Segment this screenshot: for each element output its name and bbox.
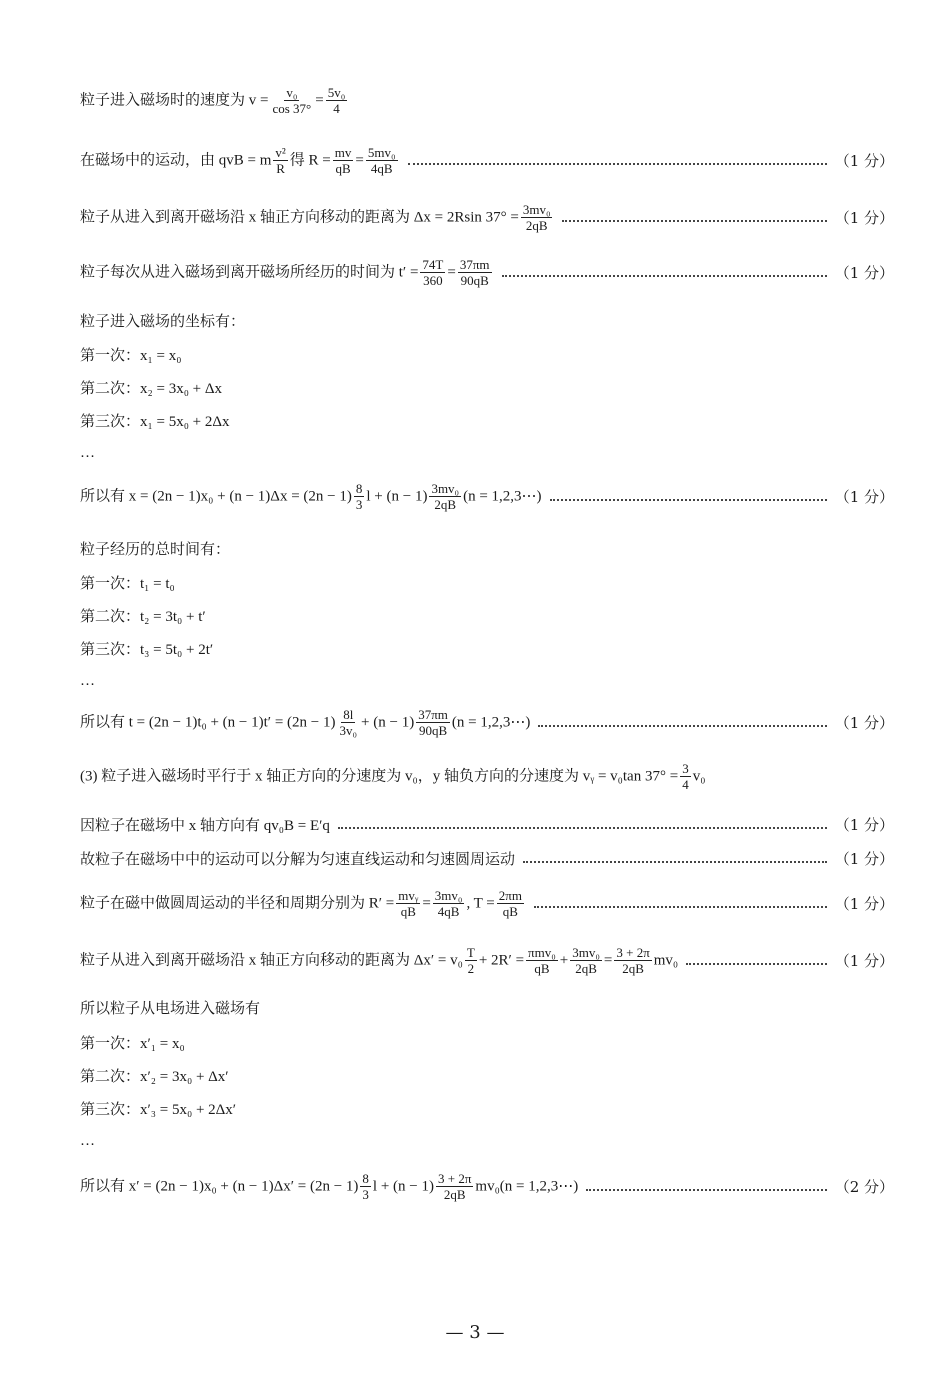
- line-text: [80, 997, 260, 1018]
- solution-line: [80, 144, 894, 176]
- solution-line: [80, 706, 894, 738]
- score-mark: （1 分）: [834, 951, 894, 970]
- fraction-denominator: 360: [423, 272, 443, 288]
- fraction: [433, 888, 465, 919]
- solution-line: [80, 808, 894, 840]
- solution-line: [80, 760, 894, 792]
- line-text: [80, 638, 213, 659]
- fraction-numerator: 3mv₀: [431, 480, 460, 496]
- fraction: [333, 145, 354, 176]
- fraction-denominator: 4: [333, 100, 340, 116]
- score-mark: （1 分）: [834, 894, 894, 913]
- line-connector: + (n − 1): [361, 714, 415, 730]
- fraction-denominator: qB: [400, 903, 416, 919]
- fraction-numerator: πmv₀: [528, 944, 556, 960]
- solution-line: [80, 1092, 894, 1124]
- fraction: [614, 945, 651, 976]
- fraction: [680, 761, 691, 792]
- line-text: [80, 443, 95, 462]
- fraction: [521, 202, 553, 233]
- line-text: [80, 671, 95, 690]
- dot-leader: [502, 275, 827, 277]
- fraction-denominator: 2: [467, 960, 475, 976]
- line-text: [80, 481, 542, 512]
- line-text: [80, 1131, 95, 1150]
- fraction-numerator: 3 + 2π: [438, 1170, 472, 1186]
- dot-leader: [550, 499, 827, 501]
- line-lead: 第二次：x₂ = 3x₀ + Δx: [80, 380, 223, 397]
- line-text: [80, 1171, 578, 1202]
- line-lead: 粒子进入磁场时的速度为 v =: [80, 92, 269, 108]
- dot-leader: [562, 220, 826, 222]
- fraction-numerator: mv: [334, 144, 352, 160]
- line-lead: 因粒子在磁场中 x 轴方向有 qv₀B = E′q: [80, 817, 330, 834]
- line-text: [80, 605, 206, 626]
- solution-line: [80, 304, 894, 336]
- solution-line: [80, 1059, 894, 1091]
- solution-line: [80, 404, 894, 436]
- fraction-numerator: 37πm: [418, 706, 448, 722]
- fraction-numerator: 37πm: [459, 256, 490, 272]
- fraction: [526, 945, 558, 976]
- line-tail: (n = 1,2,3⋯): [463, 488, 542, 504]
- solution-line: [80, 632, 894, 664]
- score-mark: （1 分）: [834, 815, 894, 834]
- fraction-denominator: 2qB: [525, 217, 548, 233]
- line-connector: + 2R′ =: [478, 952, 525, 968]
- fraction-numerator: 8: [362, 1170, 369, 1186]
- line-text: [80, 377, 222, 398]
- line-lead: 故粒子在磁场中中的运动可以分解为匀速直线运动和匀速圆周运动: [80, 851, 516, 868]
- line-tail: mv₀(n = 1,2,3⋯): [475, 1178, 579, 1194]
- score-mark: （1 分）: [834, 151, 894, 170]
- dot-leader: [523, 861, 827, 863]
- line-lead: 粒子从进入到离开磁场沿 x 轴正方向移动的距离为 Δx = 2Rsin 37° =: [80, 209, 519, 225]
- fraction-numerator: 3: [682, 760, 689, 776]
- solution-line: [80, 256, 894, 288]
- line-lead: 粒子经历的总时间有：: [80, 541, 231, 558]
- fraction-numerator: 3mv₀: [434, 887, 463, 903]
- fraction: [354, 481, 365, 512]
- line-lead: 所以有 x′ = (2n − 1)x₀ + (n − 1)Δx′ = (2n − 1): [80, 1178, 359, 1194]
- fraction-numerator: mvᵧ: [398, 887, 419, 903]
- line-lead: (3) 粒子进入磁场时平行于 x 轴正方向的分速度为 v₀，y 轴负方向的分速度为 vᵧ = v₀tan 37° =: [80, 768, 679, 784]
- line-connector: =: [603, 952, 613, 968]
- fraction-denominator: 2qB: [622, 960, 644, 976]
- solution-line: [80, 599, 894, 631]
- line-lead: 粒子从进入到离开磁场沿 x 轴正方向移动的距离为 Δx′ = v₀: [80, 952, 463, 968]
- fraction: [338, 707, 360, 738]
- fraction-denominator: 3: [362, 1186, 369, 1202]
- line-connector: =: [355, 152, 364, 168]
- line-tail: (n = 1,2,3⋯): [451, 714, 531, 730]
- line-text: [80, 848, 515, 869]
- score-mark: （1 分）: [834, 263, 894, 282]
- line-connector: , T =: [466, 895, 495, 911]
- fraction-denominator: 4qB: [370, 160, 393, 176]
- line-lead: 第二次：x′₂ = 3x₀ + Δx′: [80, 1068, 229, 1085]
- solution-line: [80, 532, 894, 564]
- fraction-denominator: qB: [502, 903, 518, 919]
- line-text: [80, 344, 181, 365]
- fraction: [465, 945, 477, 976]
- fraction: [360, 1171, 371, 1202]
- line-lead: 第三次：t₃ = 5t₀ + 2t′: [80, 641, 214, 658]
- fraction: [497, 888, 524, 919]
- line-text: [80, 888, 526, 919]
- line-lead: 第二次：t₂ = 3t₀ + t′: [80, 608, 206, 625]
- solution-line: [80, 1026, 894, 1058]
- line-tail: mv₀: [653, 952, 679, 968]
- line-text: [80, 257, 494, 288]
- solution-line: [80, 566, 894, 598]
- fraction: [420, 257, 445, 288]
- fraction-denominator: 2qB: [434, 496, 457, 512]
- fraction-denominator: 3v₀: [339, 722, 358, 738]
- fraction-denominator: cos 37°: [272, 100, 312, 116]
- fraction-numerator: v²: [275, 144, 286, 160]
- fraction-numerator: 8l: [343, 706, 354, 722]
- fraction-numerator: 74T: [422, 256, 444, 272]
- line-connector: 得 R =: [289, 152, 331, 168]
- line-text: [80, 202, 554, 233]
- line-text: [80, 1032, 185, 1053]
- fraction: [570, 945, 602, 976]
- fraction-denominator: 90qB: [460, 272, 489, 288]
- line-connector: =: [422, 895, 431, 911]
- line-text: [80, 410, 230, 431]
- dot-leader: [408, 163, 827, 165]
- fraction: [436, 1171, 473, 1202]
- fraction-numerator: 3 + 2π: [616, 944, 650, 960]
- line-text: [80, 538, 230, 559]
- solution-line: [80, 842, 894, 874]
- solution-line: [80, 480, 894, 512]
- line-tail: v₀: [692, 768, 706, 784]
- fraction-numerator: 5mv₀: [367, 144, 396, 160]
- line-lead: 所以有 x = (2n − 1)x₀ + (n − 1)Δx = (2n − 1): [80, 488, 352, 504]
- fraction-denominator: 2qB: [443, 1186, 466, 1202]
- line-lead: …: [80, 1132, 95, 1149]
- line-text: [80, 310, 245, 331]
- line-lead: 第一次：t₁ = t₀: [80, 575, 175, 592]
- fraction-numerator: 3mv₀: [522, 201, 551, 217]
- fraction-denominator: 4qB: [437, 903, 460, 919]
- fraction: [326, 85, 348, 116]
- score-mark: （1 分）: [834, 487, 894, 506]
- line-text: [80, 1098, 236, 1119]
- page-number: — 3 —: [445, 1322, 505, 1343]
- line-text: [80, 707, 530, 738]
- fraction-denominator: 3: [355, 496, 363, 512]
- dot-leader: [586, 1189, 826, 1191]
- line-lead: 所以粒子从电场进入磁场有: [80, 1000, 261, 1017]
- solution-line: [80, 1170, 894, 1202]
- solution-line: [80, 991, 894, 1023]
- fraction-denominator: qB: [534, 960, 550, 976]
- fraction: [270, 85, 313, 116]
- line-text: [80, 572, 175, 593]
- solution-line: [80, 201, 894, 233]
- solution-line: [80, 944, 894, 976]
- line-text: [80, 761, 705, 792]
- fraction: [429, 481, 461, 512]
- line-lead: 在磁场中的运动，由 qvB = m: [80, 152, 272, 168]
- score-mark: （1 分）: [834, 208, 894, 227]
- dot-leader: [338, 827, 827, 829]
- fraction-numerator: T: [466, 944, 475, 960]
- dot-leader: [534, 906, 827, 908]
- score-mark: （1 分）: [834, 713, 894, 732]
- fraction-numerator: 3mv₀: [572, 944, 600, 960]
- fraction-denominator: 4: [682, 776, 689, 792]
- score-mark: （1 分）: [834, 849, 894, 868]
- fraction-numerator: 5v₀: [327, 84, 346, 100]
- fraction: [366, 145, 398, 176]
- solution-line: [80, 664, 894, 696]
- solution-line: [80, 887, 894, 919]
- dot-leader: [538, 725, 826, 727]
- line-lead: 粒子进入磁场的坐标有：: [80, 313, 246, 330]
- solution-line: [80, 1124, 894, 1156]
- fraction-denominator: 2qB: [575, 960, 597, 976]
- line-connector: l + (n − 1): [372, 1178, 434, 1194]
- line-lead: 粒子每次从进入磁场到离开磁场所经历的时间为 t′ =: [80, 264, 419, 280]
- line-lead: …: [80, 672, 95, 689]
- line-connector: l + (n − 1): [366, 488, 428, 504]
- solution-line: [80, 371, 894, 403]
- line-connector: +: [559, 952, 569, 968]
- line-lead: 第一次：x₁ = x₀: [80, 347, 182, 364]
- line-lead: 所以有 t = (2n − 1)t₀ + (n − 1)t′ = (2n − 1): [80, 714, 336, 730]
- line-lead: 第一次：x′₁ = x₀: [80, 1035, 185, 1052]
- fraction-numerator: v₀: [286, 84, 298, 100]
- fraction-denominator: R: [276, 160, 285, 176]
- fraction-numerator: 2πm: [498, 887, 522, 903]
- fraction: [416, 707, 450, 738]
- solution-line: [80, 338, 894, 370]
- dot-leader: [686, 963, 827, 965]
- line-lead: 粒子在磁中做圆周运动的半径和周期分别为 R′ =: [80, 895, 395, 911]
- line-lead: 第三次：x′₃ = 5x₀ + 2Δx′: [80, 1101, 237, 1118]
- line-lead: …: [80, 444, 95, 461]
- line-text: [80, 814, 330, 835]
- line-text: [80, 145, 400, 176]
- fraction: [458, 257, 492, 288]
- fraction-numerator: 8: [355, 480, 363, 496]
- solution-line: [80, 84, 894, 116]
- solution-line: [80, 436, 894, 468]
- line-text: [80, 945, 678, 976]
- fraction-denominator: qB: [335, 160, 351, 176]
- fraction-denominator: 90qB: [418, 722, 448, 738]
- line-text: [80, 85, 349, 116]
- line-connector: =: [447, 264, 456, 280]
- line-connector: =: [315, 92, 324, 108]
- line-lead: 第三次：x₁ = 5x₀ + 2Δx: [80, 413, 230, 430]
- fraction: [273, 145, 287, 176]
- line-text: [80, 1065, 229, 1086]
- fraction: [396, 888, 420, 919]
- score-mark: （2 分）: [834, 1177, 894, 1196]
